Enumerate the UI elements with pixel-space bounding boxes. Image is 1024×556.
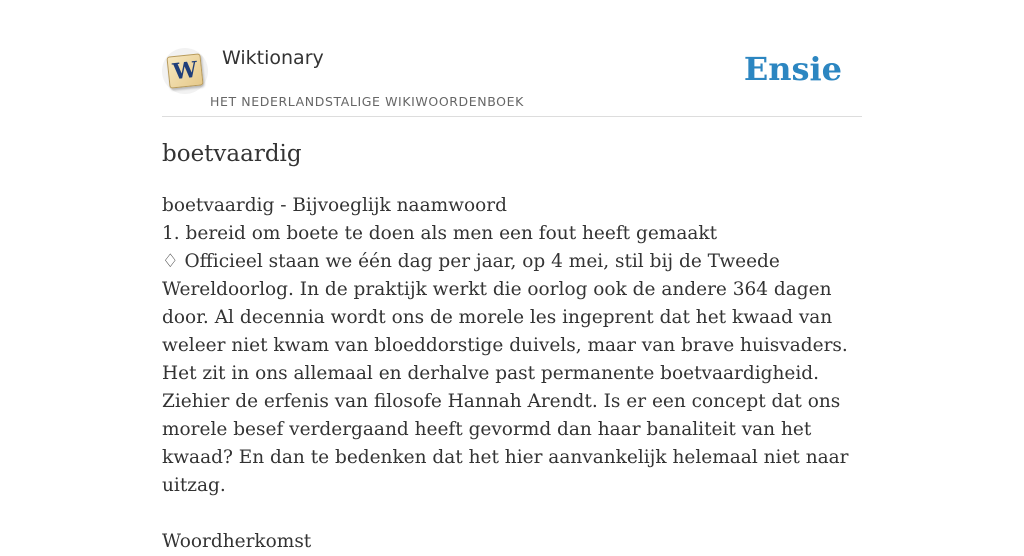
definition-line: 1. bereid om boete te doen als men een fout heeft gemaakt xyxy=(162,223,718,244)
wiktionary-logo[interactable] xyxy=(162,48,208,94)
site-subtitle: HET NEDERLANDSTALIGE WIKIWOORDENBOEK xyxy=(210,94,524,109)
ensie-brand-link[interactable]: Ensie xyxy=(743,50,842,88)
entry-body xyxy=(162,192,862,500)
section-heading-woordherkomst: Woordherkomst xyxy=(162,531,312,552)
example-text: ♢ Officieel staan we één dag per jaar, op 4 mei, stil bij de Tweede Wereldoorlog. In de praktijk werkt die oorlog ook de andere 364 dagen door. Al decennia wordt ons de morele les ingeprent dat het kwaad van weleer niet kwam van bloeddorstige duivels, maar van brave huisvaders. Het zit in ons allemaal en derhalve past permanente boetvaardigheid. Ziehier de erfenis van filosofe Hannah Arendt. Is er een concept dat ons morele besef verdergaand heeft gevormd dan haar banaliteit van het kwaad? En dan te bedenken dat het hier aanvankelijk helemaal niet naar uitzag. xyxy=(162,251,849,496)
part-of-speech-line: boetvaardig - Bijvoeglijk naamwoord xyxy=(162,195,507,216)
logo-tile-icon xyxy=(166,53,203,88)
site-title[interactable]: Wiktionary xyxy=(222,47,324,69)
logo-letter: W xyxy=(171,56,199,86)
header xyxy=(162,40,862,117)
page-title: boetvaardig xyxy=(162,141,302,167)
main-content xyxy=(162,138,862,556)
